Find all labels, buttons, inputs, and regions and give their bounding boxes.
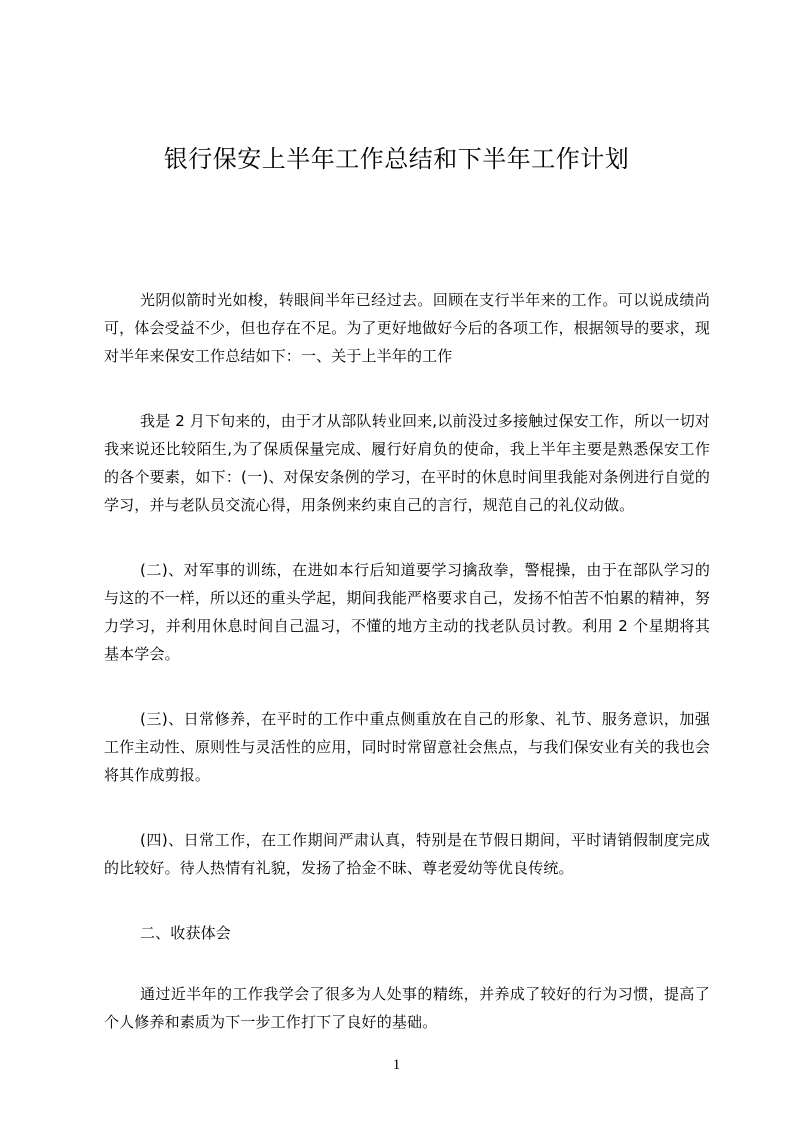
paragraph-section-1: 我是 2 月下旬来的，由于才从部队转业回来,以前没过多接触过保安工作，所以一切对我来说还比较陌生,为了保质保量完成、履行好肩负的使命，我上半年主要是熟悉保安工作的各个要素，如下：(一)、对保安条例的学习，在平时的休息时间里我能对条例进行自觉的学习，并与老队员交流心得，用条例来约束自己的言行，规范自己的礼仪动做。 [104,412,710,514]
paragraph-section-4: (四)、日常工作，在工作期间严肃认真，特别是在节假日期间，平时请销假制度完成的比较好。待人热情有礼貌，发扬了拾金不昧、尊老爱幼等优良传统。 [104,831,710,877]
document-title: 银行保安上半年工作总结和下半年工作计划 [163,145,630,173]
paragraph-section-2: (二)、对军事的训练，在进如本行后知道要学习擒敌拳，警棍操，由于在部队学习的与这的不一样，所以还的重头学起，期间我能严格要求自己，发扬不怕苦不怕累的精神，努力学习，并利用休息时间自己温习，不懂的地方主动的找老队员讨教。利用 2 个星期将其基本学会。 [104,561,711,663]
paragraph-section-3: (三)、日常修养，在平时的工作中重点侧重放在自己的形象、礼节、服务意识，加强工作主动性、原则性与灵活性的应用，同时时常留意社会焦点，与我们保安业有关的我也会将其作成剪报。 [104,710,711,784]
page-number: 1 [392,1057,401,1073]
paragraph-harvest: 通过近半年的工作我学会了很多为人处事的精练，并养成了较好的行为习惯，提高了个人修养和素质为下一步工作打下了良好的基础。 [104,985,710,1031]
paragraph-intro: 光阴似箭时光如梭，转眼间半年已经过去。回顾在支行半年来的工作。可以说成绩尚可，体会受益不少，但也存在不足。为了更好地做好今后的各项工作，根据领导的要求，现对半年来保安工作总结如下：一、关于上半年的工作 [104,291,711,365]
document-body [104,286,710,1073]
section-heading-harvest: 二、收获体会 [140,924,231,942]
